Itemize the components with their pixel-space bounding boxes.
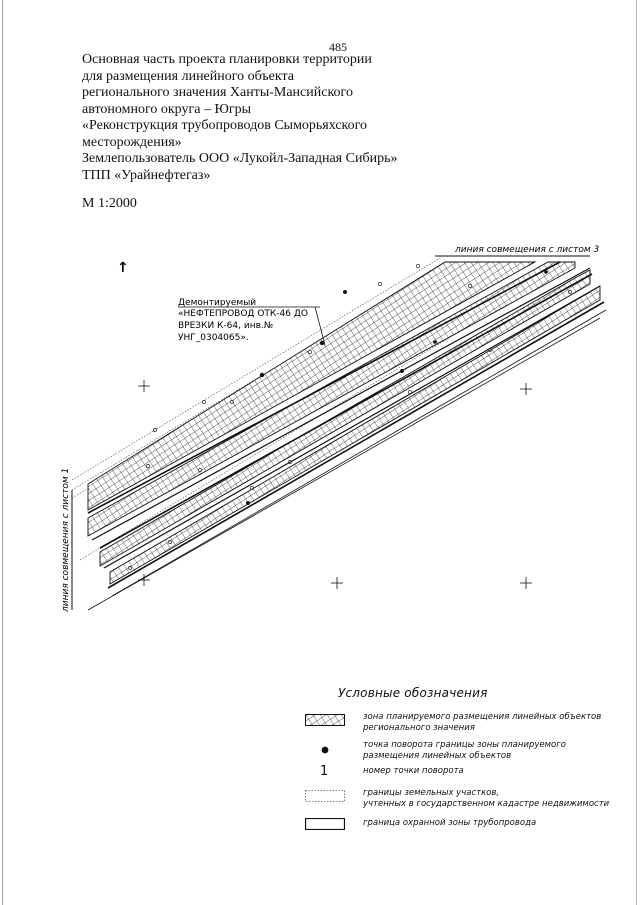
title-line: Землепользователь ООО «Лукойл-Западная Сибирь» — [82, 151, 398, 166]
planned-placement-zones — [88, 262, 600, 584]
title-line: ТПП «Урайнефтегаз» — [82, 167, 211, 183]
callout-line: УНГ_0304065». — [178, 333, 249, 343]
legend-title: Условные обозначения — [338, 686, 488, 700]
match-line-left-label: линия совмещения с листом 1 — [61, 467, 71, 612]
callout-line: ВРЕЗКИ К-64, инв.№ — [178, 321, 274, 331]
coordinate-grid-marks — [138, 380, 532, 589]
match-line-top-label: линия совмещения с листом 3 — [455, 245, 600, 255]
hatched-zone-icon — [305, 714, 345, 726]
callout-line: Демонтируемый — [178, 298, 257, 308]
legend-item-turn-point — [300, 740, 600, 764]
legend-text: границы земельных участков, учтенных в государственном кадастре недвижимости — [363, 788, 610, 809]
north-arrow-icon: ↑ — [117, 260, 129, 276]
legend-text: зона планируемого размещения линейных объектов регионального значения — [363, 712, 602, 733]
dashed-box-icon — [305, 790, 345, 802]
legend-text: точка поворота границы зоны планируемого размещения линейных объектов — [363, 740, 566, 761]
legend-text: граница охранной зоны трубопровода — [363, 818, 537, 828]
title-line: регионального значения Ханты-Мансийского — [82, 85, 353, 100]
legend-item-protection-zone — [300, 818, 600, 836]
solid-box-icon — [305, 818, 345, 830]
title-line: Основная часть проекта планировки территории — [82, 52, 372, 67]
title-line: месторождения» — [82, 134, 182, 150]
legend-text: номер точки поворота — [363, 766, 464, 776]
title-line: «Реконструкция трубопроводов Сыморьяхского — [82, 118, 368, 133]
pipeline-callout — [178, 298, 325, 345]
callout-line: «НЕФТЕПРОВОД ОТК-46 ДО — [178, 309, 308, 319]
legend-item-turn-number — [300, 766, 600, 784]
title-line: автономного округа – Югры — [82, 101, 251, 117]
dot-icon — [305, 744, 345, 756]
legend-item-parcel — [300, 788, 610, 812]
title-line: для размещения линейного объекта — [82, 68, 294, 84]
page-number: 485 — [329, 40, 347, 54]
scale-label: М 1:2000 — [82, 196, 137, 211]
legend-item-zone — [300, 712, 600, 736]
number-symbol: 1 — [320, 764, 329, 779]
